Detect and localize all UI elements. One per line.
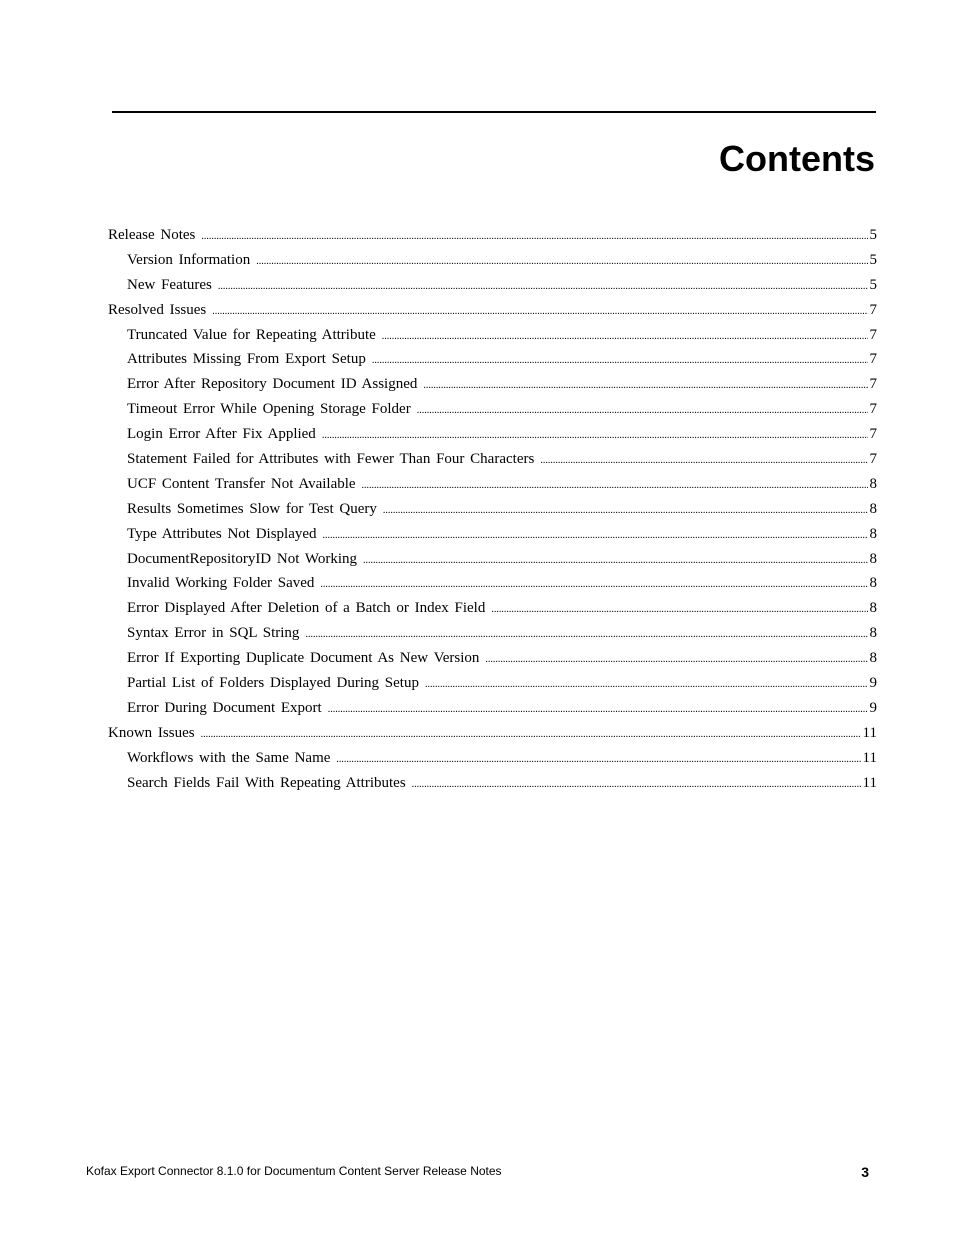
toc-page-number: 11: [862, 749, 877, 766]
toc-dot-leader: [372, 349, 868, 374]
toc-dot-leader: [201, 225, 867, 250]
toc-page-number: 8: [869, 500, 877, 517]
toc-entry-title: Timeout Error While Opening Storage Folder: [127, 401, 411, 418]
toc-page-number: 5: [869, 276, 877, 293]
toc-page-number: 8: [869, 550, 877, 567]
toc-page-number: 11: [862, 774, 877, 791]
toc-dot-leader: [212, 300, 867, 325]
toc-page-number: 5: [869, 251, 877, 268]
toc-entry-title: DocumentRepositoryID Not Working: [127, 550, 357, 567]
toc-page-number: 7: [869, 426, 877, 443]
toc-subsection-entry[interactable]: [108, 397, 877, 422]
toc-entry-title: Release Notes: [108, 227, 196, 243]
toc-subsection-entry[interactable]: [108, 422, 877, 447]
toc-subsection-entry[interactable]: [108, 472, 877, 497]
toc-subsection-entry[interactable]: [108, 372, 877, 397]
toc-entry-title: Partial List of Folders Displayed During Setup: [127, 675, 419, 692]
toc-section-entry[interactable]: [108, 223, 877, 248]
toc-entry-title: UCF Content Transfer Not Available: [127, 475, 356, 492]
toc-subsection-entry[interactable]: [108, 547, 877, 572]
toc-dot-leader: [218, 275, 868, 300]
toc-page-number: 7: [869, 376, 877, 393]
page-title: Contents: [719, 138, 875, 179]
toc-page-number: 7: [869, 301, 877, 318]
toc-dot-leader: [323, 524, 868, 549]
footer-document-title: Kofax Export Connector 8.1.0 for Documentum Content Server Release Notes: [86, 1164, 502, 1178]
toc-subsection-entry[interactable]: [108, 621, 877, 646]
toc-dot-leader: [201, 723, 861, 748]
toc-subsection-entry[interactable]: [108, 596, 877, 621]
toc-subsection-entry[interactable]: [108, 522, 877, 547]
toc-entry-title: Resolved Issues: [108, 301, 207, 318]
toc-page-number: 8: [869, 475, 877, 492]
toc-dot-leader: [328, 698, 868, 723]
toc-entry-title: Known Issues: [108, 724, 195, 741]
toc-entry-title: Invalid Working Folder Saved: [127, 575, 315, 592]
toc-page-number: 7: [869, 351, 877, 368]
toc-entry-title: Search Fields Fail With Repeating Attributes: [127, 774, 406, 791]
toc-entry-title: Syntax Error in SQL String: [127, 625, 300, 642]
toc-dot-leader: [383, 499, 868, 524]
toc-subsection-entry[interactable]: [108, 671, 877, 696]
toc-section-entry[interactable]: [108, 298, 877, 323]
toc-page-number: 7: [869, 326, 877, 343]
toc-page-number: 8: [869, 650, 877, 667]
toc-entry-title: New Features: [127, 276, 212, 293]
toc-subsection-entry[interactable]: [108, 447, 877, 472]
toc-subsection-entry[interactable]: [108, 646, 877, 671]
header-rule: [112, 111, 876, 113]
toc-subsection-entry[interactable]: [108, 248, 877, 273]
toc-entry-title: Results Sometimes Slow for Test Query: [127, 500, 377, 517]
toc-page-number: 7: [869, 451, 877, 468]
toc-page-number: 8: [869, 575, 877, 592]
toc-dot-leader: [363, 549, 868, 574]
toc-dot-leader: [305, 623, 867, 648]
toc-entry-title: Error During Document Export: [127, 699, 322, 716]
toc-dot-leader: [485, 648, 867, 673]
toc-page-number: 9: [869, 675, 877, 692]
toc-dot-leader: [362, 474, 868, 499]
toc-page-number: 7: [869, 401, 877, 418]
toc-entry-title: Error After Repository Document ID Assigned: [127, 376, 418, 393]
toc-page-number: 11: [862, 724, 877, 741]
toc-page-number: 8: [869, 600, 877, 617]
toc-entry-title: Version Information: [127, 251, 251, 268]
toc-entry-title: Statement Failed for Attributes with Fewer Than Four Characters: [127, 451, 535, 468]
toc-subsection-entry[interactable]: [108, 571, 877, 596]
toc-dot-leader: [412, 773, 861, 798]
toc-dot-leader: [540, 449, 867, 474]
toc-page-number: 5: [869, 227, 877, 243]
toc-subsection-entry[interactable]: [108, 273, 877, 298]
toc-entry-title: Workflows with the Same Name: [127, 749, 331, 766]
toc-dot-leader: [256, 250, 867, 275]
toc-dot-leader: [491, 598, 867, 623]
toc-dot-leader: [322, 424, 868, 449]
toc-page-number: 8: [869, 525, 877, 542]
toc-subsection-entry[interactable]: [108, 696, 877, 721]
toc-dot-leader: [336, 748, 860, 773]
toc-entry-title: Login Error After Fix Applied: [127, 426, 316, 443]
toc-entry-title: Truncated Value for Repeating Attribute: [127, 326, 376, 343]
toc-subsection-entry[interactable]: [108, 323, 877, 348]
toc-entry-title: Error If Exporting Duplicate Document As New Version: [127, 650, 480, 667]
toc-dot-leader: [425, 673, 868, 698]
toc-entry-title: Type Attributes Not Displayed: [127, 525, 317, 542]
toc-dot-leader: [423, 374, 867, 399]
table-of-contents: [108, 223, 877, 795]
toc-dot-leader: [417, 399, 868, 424]
toc-dot-leader: [320, 573, 867, 598]
toc-page-number: 9: [869, 699, 877, 716]
toc-section-entry[interactable]: [108, 721, 877, 746]
footer-page-number: 3: [861, 1164, 869, 1180]
toc-subsection-entry[interactable]: [108, 746, 877, 771]
toc-dot-leader: [382, 325, 868, 350]
toc-subsection-entry[interactable]: [108, 347, 877, 372]
toc-page-number: 8: [869, 625, 877, 642]
toc-subsection-entry[interactable]: [108, 497, 877, 522]
toc-entry-title: Attributes Missing From Export Setup: [127, 351, 366, 368]
toc-entry-title: Error Displayed After Deletion of a Batch or Index Field: [127, 600, 486, 617]
toc-subsection-entry[interactable]: [108, 771, 877, 796]
